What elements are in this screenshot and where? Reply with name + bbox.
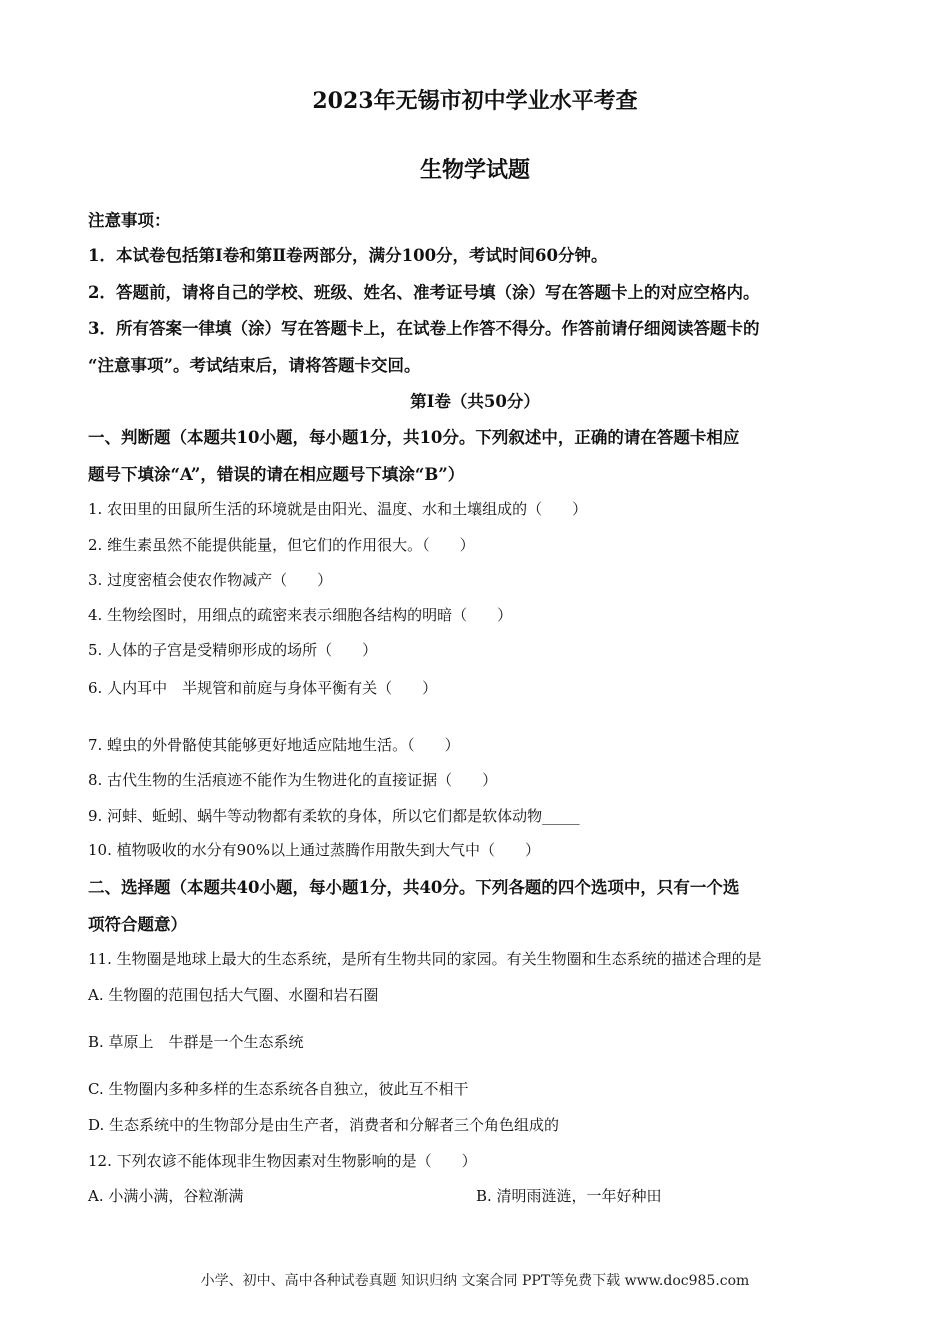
option-a: A. 小满小满，谷粒渐满 xyxy=(88,1187,244,1205)
judgment-question: 1. 农田里的田鼠所生活的环境就是由阳光、温度、水和土壤组成的（ ） xyxy=(88,500,588,518)
judgment-question: 8. 古代生物的生活痕迹不能作为生物进化的直接证据（ ） xyxy=(88,771,498,789)
question-stem: 12. 下列农谚不能体现非生物因素对生物影响的是（ ） xyxy=(88,1152,477,1170)
notice-item: 2．答题前，请将自己的学校、班级、姓名、准考证号填（涂）写在答题卡上的对应空格内。 xyxy=(88,283,760,302)
judgment-question: 4. 生物绘图时，用细点的疏密来表示细胞各结构的明暗（ ） xyxy=(88,606,513,624)
option-d: D. 生态系统中的生物部分是由生产者，消费者和分解者三个角色组成的 xyxy=(88,1116,560,1134)
option-b: B. 清明雨涟涟，一年好种田 xyxy=(476,1187,662,1205)
page-footer: 小学、初中、高中各种试卷真题 知识归纳 文案合同 PPT等免费下载 www.doc985.com xyxy=(200,1273,750,1289)
judgment-question: 5. 人体的子宫是受精卵形成的场所（ ） xyxy=(88,641,378,659)
notice-item: 3．所有答案一律填（涂）写在答题卡上，在试卷上作答不得分。作答前请仔细阅读答题卡的 xyxy=(88,319,760,338)
section2-heading: 二、选择题（本题共40小题，每小题1分，共40分。下列各题的四个选项中，只有一个选 xyxy=(88,878,740,897)
part1-heading: 第Ⅰ卷（共50分） xyxy=(410,392,540,411)
exam-subtitle: 生物学试题 xyxy=(419,157,530,183)
judgment-question: 2. 维生素虽然不能提供能量，但它们的作用很大。（ ） xyxy=(88,536,475,554)
exam-title: 2023年无锡市初中学业水平考查 xyxy=(312,88,638,114)
notice-item: “注意事项”。考试结束后，请将答题卡交回。 xyxy=(88,356,421,375)
judgment-question: 9. 河蚌、蚯蚓、蜗牛等动物都有柔软的身体，所以它们都是软体动物_____ xyxy=(88,807,580,825)
judgment-question: 3. 过度密植会使农作物减产（ ） xyxy=(88,571,333,589)
option-a: A. 生物圈的范围包括大气圈、水圈和岩石圈 xyxy=(88,986,379,1004)
option-b: B. 草原上 牛群是一个生态系统 xyxy=(88,1033,304,1051)
section1-heading: 一、判断题（本题共10小题，每小题1分，共10分。下列叙述中，正确的请在答题卡相应 xyxy=(88,428,740,447)
notice-heading: 注意事项： xyxy=(88,211,171,230)
judgment-question: 7. 蝗虫的外骨骼使其能够更好地适应陆地生活。（ ） xyxy=(88,736,460,754)
judgment-question: 6. 人内耳中 半规管和前庭与身体平衡有关（ ） xyxy=(88,679,438,697)
section2-heading-cont: 项符合题意） xyxy=(88,915,187,934)
question-stem: 11. 生物圈是地球上最大的生态系统，是所有生物共同的家园。有关生物圈和生态系统的描述合理的是 xyxy=(88,950,762,968)
judgment-question: 10. 植物吸收的水分有90%以上通过蒸腾作用散失到大气中（ ） xyxy=(88,841,540,859)
section1-heading-cont: 题号下填涂“A”，错误的请在相应题号下填涂“B”） xyxy=(88,465,465,484)
notice-item: 1．本试卷包括第Ⅰ卷和第Ⅱ卷两部分，满分100分，考试时间60分钟。 xyxy=(88,246,608,265)
option-c: C. 生物圈内多种多样的生态系统各自独立，彼此互不相干 xyxy=(88,1080,469,1098)
